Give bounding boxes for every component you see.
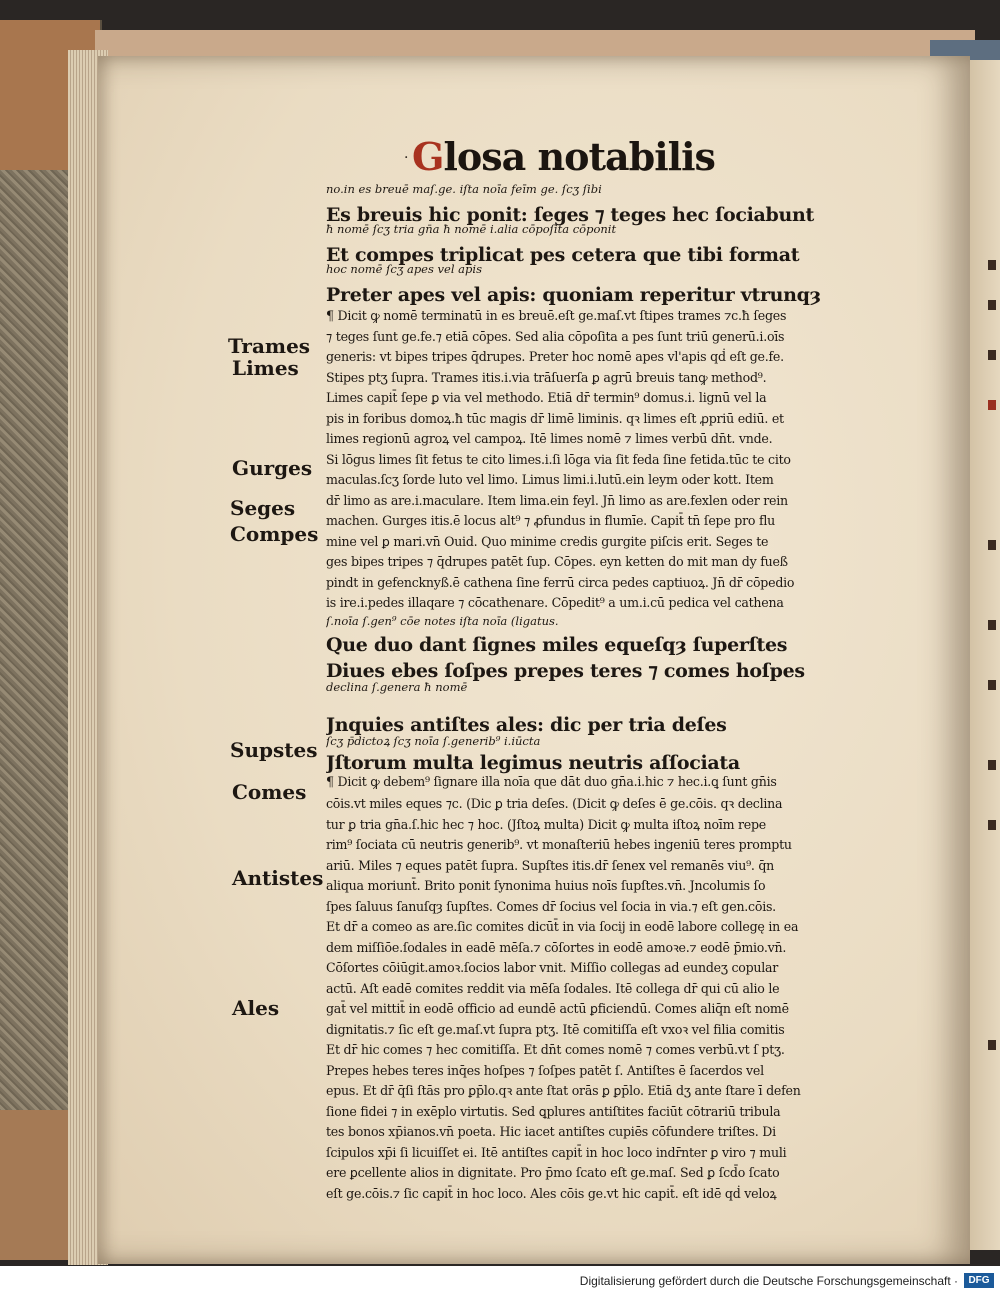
commentary-line: dignitatis.⁊ ſic eſt ge.maſ.vt ſupra ptʒ. Itē comitiſſa eſt vxoꝛ vel filia comitis (326, 1022, 785, 1037)
verse-line: Diues ebes ſoſpes prepes teres ⁊ comes hoſpes (326, 660, 805, 682)
commentary-line: is ire.i.pedes illaqare ⁊ cōcathenare. Cōpedit⁹ a um.i.cū pedica vel cathena (326, 595, 784, 610)
interlinear-gloss: declina ſ.genera ħ nomē (326, 680, 468, 694)
commentary-line: tur ꝑ tria gn̄a.ſ.hic hec ⁊ hoc. (Jſtoꝝ multa) Dicit ꝙ multa iſtoꝝ noīm repe (326, 817, 767, 832)
commentary-line: pindt in gefencknyß.ē cathena ſine ferrū circa pedes captiuoꝝ. Jn̄ dr̄ cōpedio (326, 575, 795, 590)
commentary-line: Stipes ptʒ ſupra. Trames itis.i.via trāſuerſa ꝑ agrū breuis tanꝙ method⁹. (326, 370, 767, 385)
commentary-line: machen. Gurges itis.ē locus alt⁹ ⁊ ꝓfundus in flumīe. Capit̄ tn̄ ſepe pro flu (326, 513, 776, 528)
margin-note: Trames (228, 334, 311, 358)
margin-note: Supstes (230, 738, 318, 762)
commentary-line: Et dr̄ a comeo as are.ſic comites dicūt̄ in via ſocij in eodē labore collegę in ea (326, 919, 799, 934)
verse-line: Es breuis hic ponit: ſeges ⁊ teges hec ſociabunt (326, 204, 815, 226)
commentary-line: ſpes ſaluus ſanuſqȝ ſupſtes. Comes dr̄ ſocius vel ſocia in via.⁊ eſt gen.cōis. (326, 899, 776, 914)
page-header (412, 134, 715, 179)
commentary-line: limes regionū agroꝝ vel campoꝝ. Itē limes nomē ⁊ limes verbū dn̄t. vnde. (326, 431, 773, 446)
interlinear-gloss: no.in es breuē maſ.ge. iſta noīa feīm ge. ſcʒ ſibi (326, 182, 602, 196)
commentary-line: eſt ge.cōis.⁊ ſic capit̄ in hoc loco. Ales cōis ge.vt hic capit̄. eſt idē qḋ veloꝝ (326, 1186, 777, 1201)
margin-note: Antistes (232, 866, 324, 890)
commentary-line: ¶ Dicit ꝙ nomē terminatū in es breuē.eſt ge.maſ.vt ſtipes trames ⁊c.ħ ſeges (326, 308, 787, 323)
commentary-line: rim⁹ ſociata cū neutris generib⁹. vt monaſteriū hebes ingeniū teres promptu (326, 837, 792, 852)
verse-line: Jſtorum multa legimus neutris aſſociata (326, 752, 740, 774)
interlinear-gloss: ħ nomē ſcʒ tria gn̄a ħ nomē i.alia cōpoſita cōponit (326, 222, 617, 236)
interlinear-gloss: ſ.noīa ſ.gen⁹ cōe notes iſta noīa (ligatus. (326, 614, 559, 628)
verse-line: Jnquies antiſtes ales: dic per tria deſes (326, 714, 727, 736)
commentary-line: maculas.ſcʒ ſorde luto vel limo. Limus limi.i.lutū.ein leym oder kott. Item (326, 472, 774, 487)
commentary-line: generis: vt bipes tripes q̄drupes. Preter hoc nomē apes vl'apis qḋ eſt ge.fe. (326, 349, 784, 364)
interlinear-gloss: hoc nomē ſcʒ apes vel apis (326, 262, 482, 276)
commentary-line: aliqua moriunt̄. Brito ponit ſynonima huius noīs ſupſtes.vn̄. Jncolumis ſo (326, 878, 766, 893)
margin-note: Limes (232, 356, 299, 380)
margin-note: Ales (232, 996, 280, 1020)
footer-text: Digitalisierung gefördert durch die Deutsche Forschungsgemeinschaft · (579, 1274, 958, 1288)
header-ornament: · (404, 150, 409, 166)
dfg-logo: DFG (964, 1273, 994, 1288)
margin-note: Gurges (232, 456, 313, 480)
commentary-line: gat̄ vel mittit̄ in eodē officio ad eundē actū ꝑficiendū. Comes aliq̄n eſt nomē (326, 1001, 789, 1016)
commentary-line: ariū. Miles ⁊ eques patēt ſupra. Supſtes itis.dr̄ ſenex vel remanēs viu⁹. q̄n (326, 858, 775, 873)
commentary-line: Si lōgus limes ſit fetus te cito limes.i.ſi lōga via ſit feda ſine fetida.tūc te cito (326, 452, 791, 467)
footer (0, 1266, 1000, 1296)
commentary-line: cōis.vt miles eques ⁊c. (Dic ꝑ tria deſes. (Dicit ꝙ deſes ē ge.cōis. qꝛ declina (326, 796, 783, 811)
header-initial: G (412, 134, 444, 179)
margin-note: Seges (230, 496, 296, 520)
commentary-line: tes bonos xp̄ianos.vn̄ poeta. Hic iacet antiſtes cupiēs cōfundere triſtes. Di (326, 1124, 776, 1139)
margin-note: Compes (230, 522, 319, 546)
commentary-line: ere ꝑcellente alios in dignitate. Pro p̄mo ſcato eſt ge.maſ. Sed ꝑ ſcd̄o ſcato (326, 1165, 780, 1180)
verse-line: Que duo dant ſignes miles equeſqȝ ſuperſtes (326, 634, 788, 656)
commentary-line: ſcipulos xp̄i ſi licuiſſet ei. Itē antiſtes capit̄ in hoc loco indr̄nter ꝑ viro ⁊ muli (326, 1145, 787, 1160)
commentary-line: epus. Et dr̄ q̄ſi ſtās pro ꝑp̄lo.qꝛ ante ſtat orās ꝑ ꝑp̄lo. Etiā dʒ ante ſtare ī defen (326, 1083, 801, 1098)
commentary-line: dr̄ limo as are.i.maculare. Item lima.ein feyl. Jn̄ limo as are.fexlen oder rein (326, 493, 788, 508)
verse-line: Et compes triplicat pes cetera que tibi format (326, 244, 800, 266)
commentary-line: mine vel ꝑ mari.vn̄ Ouid. Quo minime credis gurgite piſcis erit. Seges te (326, 534, 769, 549)
verse-line: Preter apes vel apis: quoniam reperitur vtrunqȝ (326, 284, 821, 306)
margin-note: Comes (232, 780, 307, 804)
commentary-line: Et dr̄ hic comes ⁊ hec comitiſſa. Et dn̄t comes nomē ⁊ comes verbū.vt ſ ptʒ. (326, 1042, 785, 1057)
commentary-line: dem miſſiōe.ſodales in eadē mēſa.⁊ cōſortes in eodē amoꝛe.⁊ eodē p̄mio.vn̄. (326, 940, 787, 955)
commentary-line: Cōſortes cōiūgit.amoꝛ.ſocios labor vnit. Miſſio collegas ad eundeʒ copular (326, 960, 779, 975)
commentary-line: ⁊ teges ſunt ge.fe.⁊ etiā cōpes. Sed alia cōpoſita a pes ſunt triū generū.i.oīs (326, 329, 785, 344)
interlinear-gloss: ſcʒ p̄dictoꝝ ſcʒ noīa ſ.generib⁹ i.iūcta (326, 734, 541, 748)
commentary-line: pis in foribus domoꝝ.ħ tūc magis dr̄ limē liminis. qꝛ limes eſt ꝓpriū ediū. et (326, 411, 784, 426)
commentary-line: ſione fidei ⁊ in exēplo virtutis. Sed ꝗplures antiſtites faciūt cōtrariū tribula (326, 1104, 781, 1119)
commentary-line: ges bipes tripes ⁊ q̄drupes patēt ſup. Cōpes. eyn ketten do mit man dy fueß (326, 554, 788, 569)
commentary-line: Prepes hebes teres inq̄es hoſpes ⁊ ſoſpes patēt ſ. Antiſtes ē ſacerdos vel (326, 1063, 764, 1078)
commentary-line: Limes capit̄ ſepe ꝑ via vel methodo. Etiā dr̄ termin⁹ domus.i. lignū vel la (326, 390, 767, 405)
commentary-line: actū. Aſt eadē comites reddit via mēſa ſodales. Itē collega dr̄ qui cū alio le (326, 981, 780, 996)
commentary-line: ¶ Dicit ꝙ debem⁹ ſignare illa noīa que dāt duo gn̄a.i.hic ⁊ hec.i.ꝗ ſunt gn̄is (326, 774, 777, 789)
header-text: losa notabilis (443, 134, 715, 179)
